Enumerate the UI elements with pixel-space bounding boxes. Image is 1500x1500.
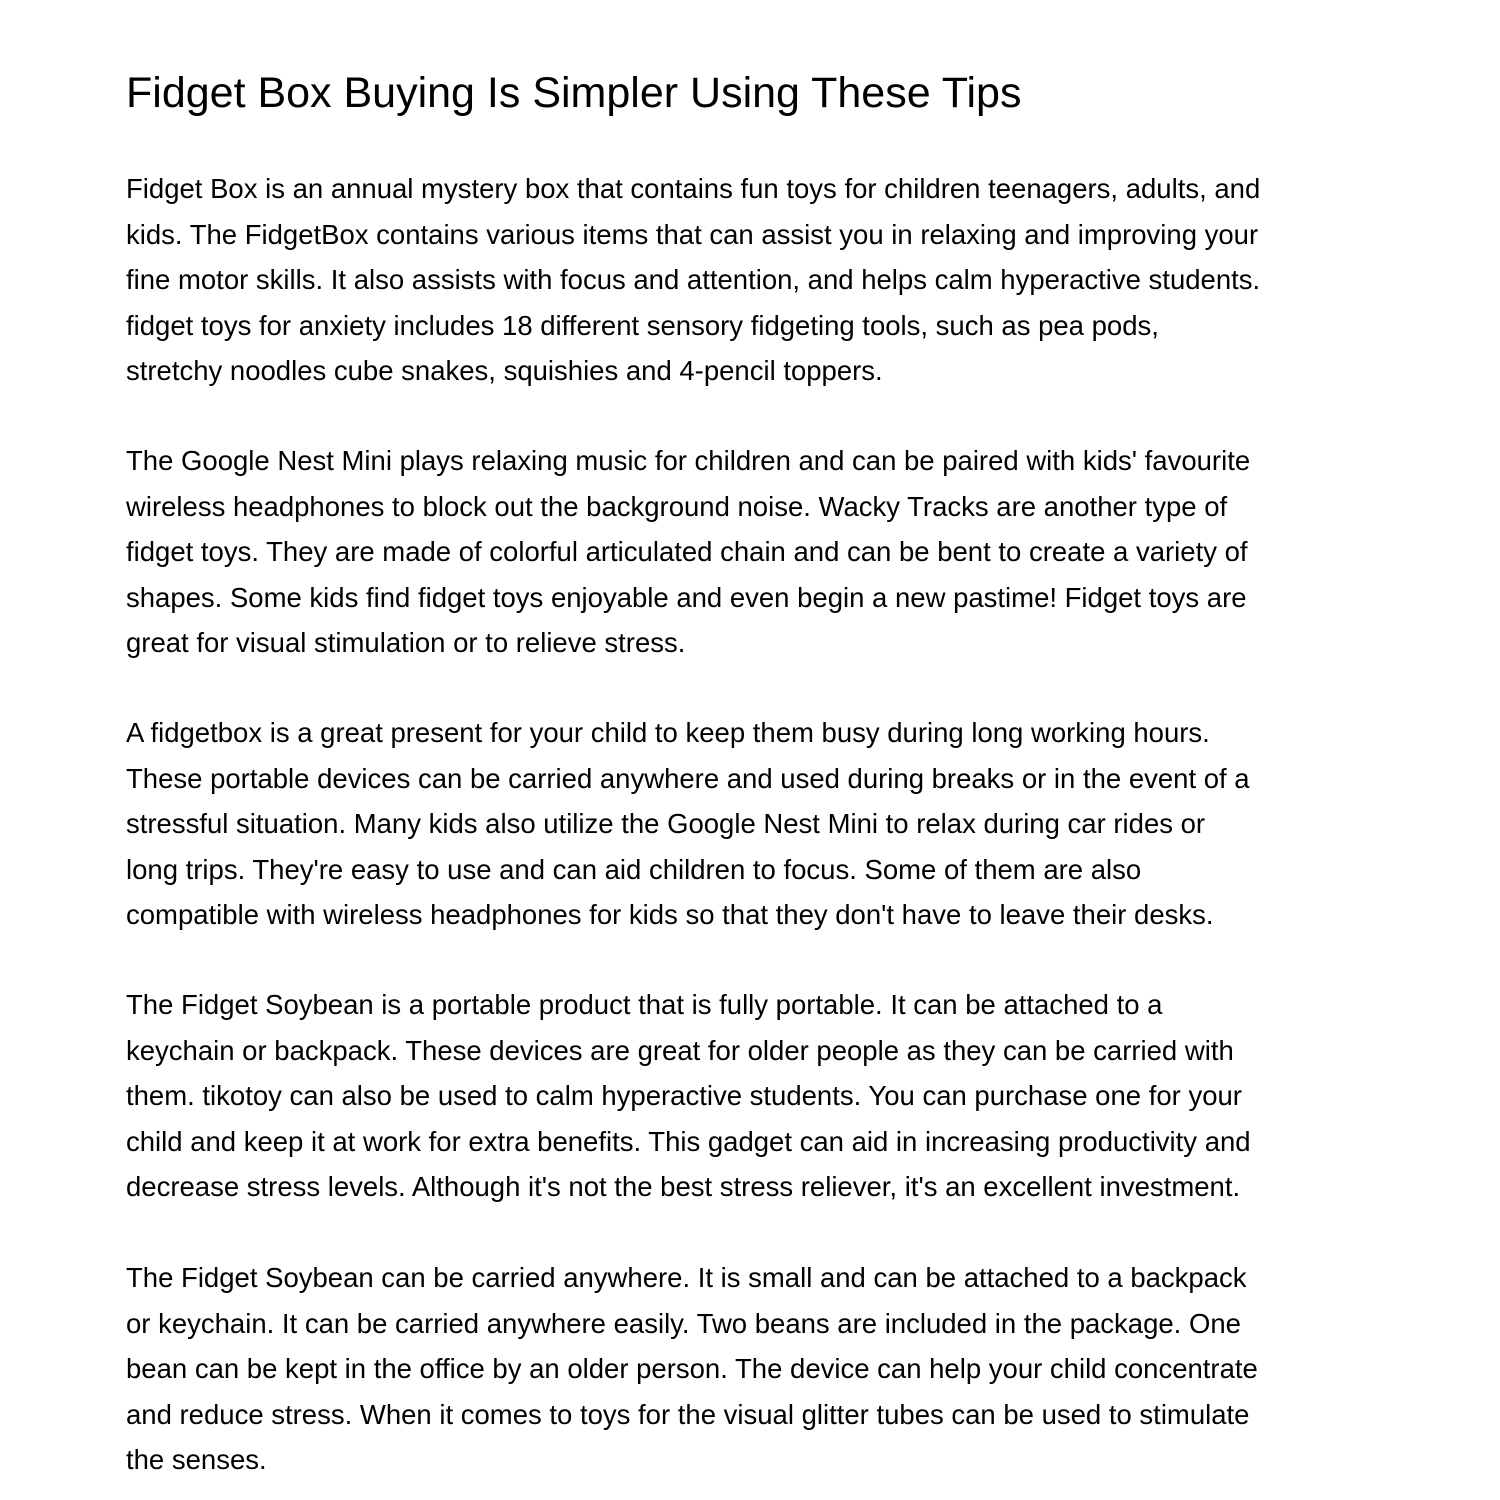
paragraph-line: or keychain. It can be carried anywhere easily. Two beans are included in the package. One [126,1307,1241,1339]
paragraph-line: The Fidget Soybean is a portable product that is fully portable. It can be attached to a [126,989,1163,1020]
paragraph-5 [126,1255,1376,1483]
paragraph-line: Fidget Box is an annual mystery box that contains fun toys for children teenagers, adults, and [126,173,1261,204]
paragraph-line: The Google Nest Mini plays relaxing music for children and can be paired with kids' favourite [126,445,1251,476]
paragraph-line: fidget toys for anxiety includes 18 different sensory fidgeting tools, such as pea pods, [126,309,1159,341]
paragraph-line: compatible with wireless headphones for kids so that they don't have to leave their desks. [126,899,1214,930]
paragraph-line: child and keep it at work for extra benefits. This gadget can aid in increasing productivity and [126,1125,1251,1157]
paragraph-line: and reduce stress. When it comes to toys for the visual glitter tubes can be used to stimulate [126,1398,1250,1430]
paragraph-3 [126,710,1376,938]
paragraph-line: shapes. Some kids find fidget toys enjoyable and even begin a new pastime! Fidget toys are [126,581,1247,613]
paragraph-line: stretchy noodles cube snakes, squishies and 4-pencil toppers. [126,355,883,386]
paragraph-line: decrease stress levels. Although it's not the best stress reliever, it's an excellent investment. [126,1171,1241,1202]
paragraph-line: wireless headphones to block out the background noise. Wacky Tracks are another type of [126,490,1228,522]
paragraph-4 [126,982,1376,1210]
page-title: Fidget Box Buying Is Simpler Using These Tips [126,69,1022,117]
paragraph-2 [126,438,1376,666]
paragraph-line: the senses. [126,1444,267,1475]
paragraph-line: These portable devices can be carried anywhere and used during breaks or in the event of a [126,762,1250,794]
paragraph-line: A fidgetbox is a great present for your child to keep them busy during long working hours. [126,717,1210,748]
paragraph-line: fidget toys. They are made of colorful articulated chain and can be bent to create a variety of [126,536,1248,567]
paragraph-line: bean can be kept in the office by an older person. The device can help your child concentrate [126,1353,1258,1384]
paragraph-line: great for visual stimulation or to relieve stress. [126,627,686,658]
paragraph-line: keychain or backpack. These devices are great for older people as they can be carried with [126,1034,1234,1066]
paragraph-line: long trips. They're easy to use and can aid children to focus. Some of them are also [126,853,1142,885]
paragraph-line: stressful situation. Many kids also utilize the Google Nest Mini to relax during car rides or [126,808,1206,839]
paragraph-line: kids. The FidgetBox contains various items that can assist you in relaxing and improving your [126,218,1259,250]
paragraph-1 [126,166,1376,394]
paragraph-line: fine motor skills. It also assists with focus and attention, and helps calm hyperactive students. [126,264,1261,295]
paragraph-line: them. tikotoy can also be used to calm hyperactive students. You can purchase one for your [126,1080,1242,1111]
paragraph-line: The Fidget Soybean can be carried anywhere. It is small and can be attached to a backpack [126,1262,1247,1293]
